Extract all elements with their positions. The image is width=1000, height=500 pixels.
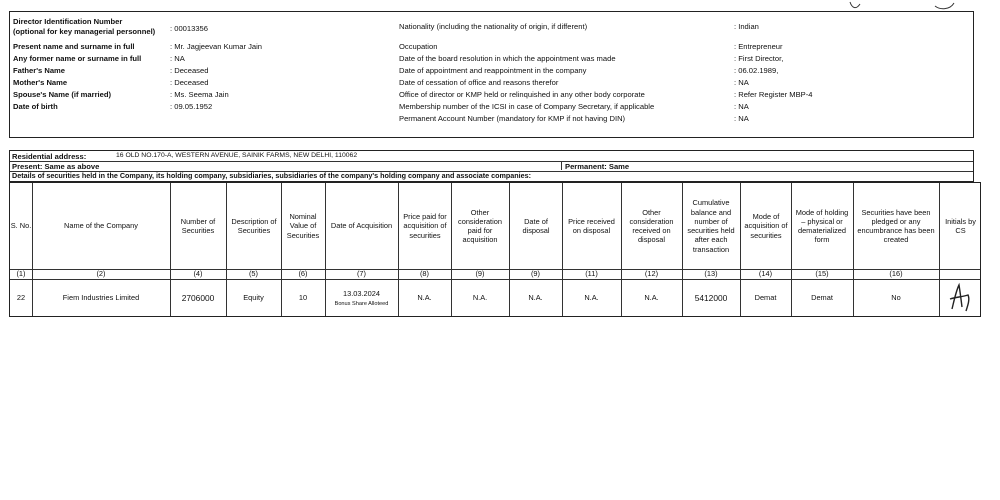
col-num-2: (2) [96, 269, 106, 279]
cell-price-received: N.A. [584, 293, 599, 303]
cell-cumulative: 5412000 [694, 292, 728, 303]
permanent-address: Permanent: Same [565, 162, 630, 171]
col-num-12: (13) [704, 269, 718, 279]
label-occupation: Occupation [399, 42, 438, 51]
cell-sno: 22 [16, 293, 26, 303]
value-icsi: : NA [734, 102, 749, 111]
col-num-11: (12) [644, 269, 659, 279]
value-appointment-date: : 06.02.1989, [734, 66, 779, 75]
label-appointment-date: Date of appointment and reappointment in the company [399, 66, 587, 75]
label-dob: Date of birth [13, 102, 58, 111]
cell-pledged: No [891, 293, 901, 303]
col-num-7: (8) [419, 269, 430, 279]
label-din: Director Identification Number [13, 17, 123, 26]
label-cessation: Date of cessation of office and reasons therefor [399, 78, 559, 87]
cell-price-paid: N.A. [417, 293, 432, 303]
th-date-acq: Date of Acquisition [330, 221, 393, 231]
label-spouse: Spouse's Name (if married) [13, 90, 112, 99]
label-icsi: Membership number of the ICSI in case of Company Secretary, if applicable [399, 102, 655, 111]
col-num-5: (6) [298, 269, 308, 279]
th-description: Description of Securities [231, 216, 277, 235]
cell-description: Equity [243, 293, 264, 303]
col-num-9: (9) [530, 269, 541, 279]
col-num-3: (4) [193, 269, 203, 279]
value-former-name: : NA [170, 54, 185, 63]
label-board-resolution: Date of the board resolution in which the appointment was made [399, 54, 616, 63]
value-mother: : Deceased [170, 78, 209, 87]
th-sno: S. No. [10, 221, 32, 231]
cell-other-paid: N.A. [472, 293, 488, 303]
securities-heading: Details of securities held in the Company, its holding company, subsidiaries, subsidiaries of the company's holding company and associate companies: [12, 171, 532, 180]
cell-date-acq-note: Bonus Share Alloteed [334, 300, 389, 307]
value-pan: : NA [734, 114, 749, 123]
th-cumulative: Cumulative balance and number of securities held after each transaction [687, 198, 735, 254]
signature-initials-icon [946, 281, 976, 315]
label-nationality: Nationality (including the nationality of origin, if different) [399, 22, 588, 31]
col-num-4: (5) [248, 269, 259, 279]
cell-other-received: N.A. [644, 293, 659, 303]
th-other-paid: Other consideration paid for acquisition [458, 207, 502, 245]
personal-details-box [9, 11, 974, 138]
col-num-15: (16) [889, 269, 903, 279]
col-num-8: (9) [475, 269, 485, 279]
value-father: : Deceased [170, 66, 209, 75]
value-other-office: : Refer Register MBP-4 [734, 90, 813, 99]
value-din: : 00013356 [170, 24, 209, 33]
th-price-received: Price received on disposal [568, 216, 615, 235]
col-num-1: (1) [16, 269, 26, 279]
cell-number: 2706000 [181, 292, 215, 303]
th-number: Number of Securities [180, 216, 216, 235]
col-num-16 [939, 269, 982, 279]
label-present-name: Present name and surname in full [13, 42, 135, 51]
cell-date-disposal: N.A. [528, 293, 543, 303]
col-num-6: (7) [356, 269, 367, 279]
th-price-paid: Price paid for acquisition of securities [403, 212, 447, 240]
cell-initials [939, 279, 982, 317]
col-num-10: (11) [585, 269, 598, 279]
label-other-office: Office of director or KMP held or relinquished in any other body corporate [399, 90, 645, 99]
cell-mode-holding: Demat [811, 293, 833, 303]
value-board-resolution: : First Director, [734, 54, 784, 63]
label-father: Father's Name [13, 66, 66, 75]
cell-company: Fiem Industries Limited [62, 293, 140, 303]
value-nationality: : Indian [734, 22, 759, 31]
address-box [9, 150, 974, 182]
value-cessation: : NA [734, 78, 749, 87]
present-address: Present: Same as above [12, 162, 100, 171]
th-mode-holding: Mode of holding – physical or dematerialized form [795, 207, 849, 245]
th-mode-acq: Mode of acquisition of securities [744, 212, 788, 240]
col-num-13: (14) [758, 269, 773, 279]
th-initials: Initials by CS [945, 216, 976, 235]
value-occupation: : Entrepreneur [734, 42, 783, 51]
label-former-name: Any former name or surname in full [13, 54, 142, 63]
th-other-received: Other consideration received on disposal [629, 207, 674, 245]
th-date-disposal: Date of disposal [522, 216, 550, 235]
col-num-14: (15) [815, 269, 829, 279]
handwritten-mark [840, 0, 970, 14]
value-spouse: : Ms. Seema Jain [170, 90, 229, 99]
value-dob: : 09.05.1952 [170, 102, 213, 111]
residential-label: Residential address: [12, 152, 87, 161]
cell-mode-acq: Demat [754, 293, 777, 303]
cell-nominal: 10 [298, 293, 308, 303]
residential-value: 16 OLD NO.170-A, WESTERN AVENUE, SAINIK FARMS, NEW DELHI, 110062 [116, 152, 358, 159]
value-present-name: : Mr. Jagjeevan Kumar Jain [170, 42, 263, 51]
label-mother: Mother's Name [13, 78, 68, 87]
label-pan: Permanent Account Number (mandatory for KMP if not having DIN) [399, 114, 626, 123]
label-din-optional: (optional for key managerial personnel) [13, 27, 156, 36]
th-company: Name of the Company [64, 221, 138, 231]
th-pledged: Securities have been pledged or any encumbrance has been created [857, 207, 935, 245]
th-nominal: Nominal Value of Securities [286, 212, 320, 240]
securities-table [9, 182, 981, 317]
cell-date-acq: 13.03.2024 [343, 289, 380, 299]
